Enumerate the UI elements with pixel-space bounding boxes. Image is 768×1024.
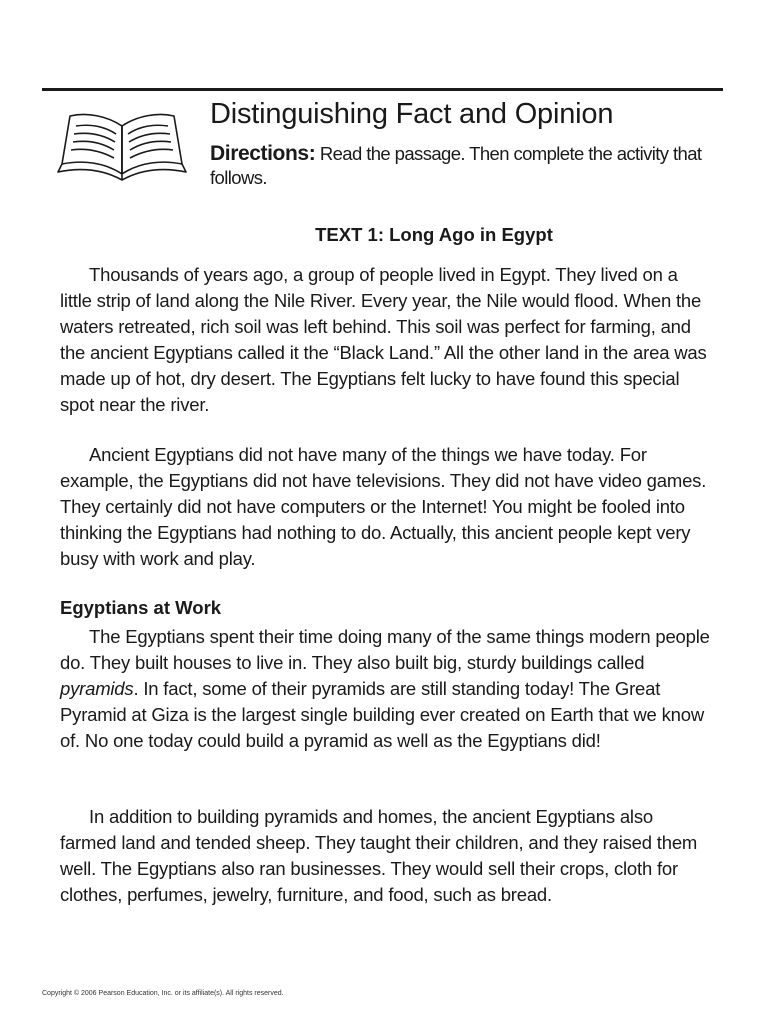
pyramids-term: pyramids [60, 678, 134, 699]
top-rule [42, 88, 723, 91]
copyright-notice: Copyright © 2006 Pearson Education, Inc. or its affiliate(s). All rights reserved. [42, 990, 284, 997]
paragraph-2: Ancient Egyptians did not have many of the things we have today. For example, the Egyptians did not have televisions. They did not have video games. They certainly did not have computers or the Internet! You might be fooled into thinking the Egyptians had nothing to do. Actually, this ancient people kept very busy with work and play. [60, 444, 707, 569]
paragraph-4: In addition to building pyramids and homes, the ancient Egyptians also farmed land and tended sheep. They taught their children, and they raised them well. The Egyptians also ran businesses. They would sell their crops, cloth for clothes, perfumes, jewelry, furniture, and food, such as bread. [60, 806, 698, 905]
paragraph-3-part-2: . In fact, some of their pyramids are still standing today! The Great Pyramid at Giza is the largest single building ever created on Earth that we know of. No one today could build a pyramid as well as the Egyptians did! [60, 678, 704, 751]
paragraph-3-part-1: The Egyptians spent their time doing many of the same things modern people do. They built houses to live in. They also built big, sturdy buildings called [60, 626, 710, 673]
paragraph-1: Thousands of years ago, a group of people lived in Egypt. They lived on a little strip of land along the Nile River. Every year, the Nile would flood. When the waters retreated, rich soil was left behind. This soil was perfect for farming, and the ancient Egyptians called it the “Black Land.” All the other land in the area was made up of hot, dry desert. The Egyptians felt lucky to have found this special spot near the river. [60, 264, 707, 415]
page-title: Distinguishing Fact and Opinion [210, 98, 614, 130]
directions [210, 142, 720, 190]
section-subhead: Egyptians at Work [60, 597, 222, 618]
open-book-icon [52, 104, 192, 182]
passage-title: TEXT 1: Long Ago in Egypt [315, 224, 553, 245]
directions-text: Read the passage. Then complete the activity that follows. [210, 143, 702, 188]
directions-label: Directions: [210, 142, 316, 165]
paragraph-3 [60, 624, 710, 754]
